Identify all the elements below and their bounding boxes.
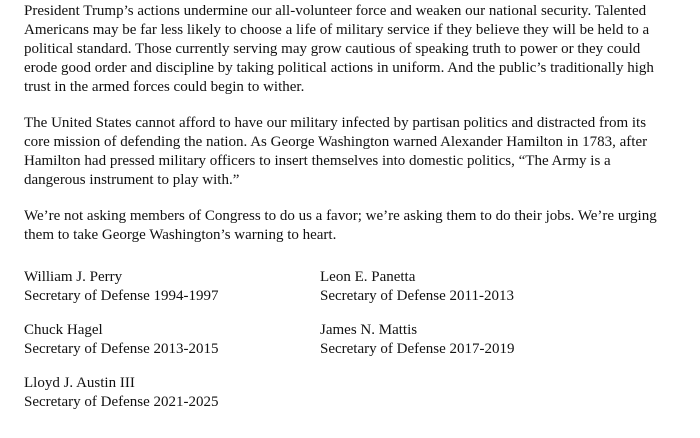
signatory-title: Secretary of Defense 2017-2019: [320, 341, 515, 357]
signatory-name: James N. Mattis: [320, 322, 418, 338]
letter-paragraph-1: President Trump’s actions undermine our all-volunteer force and weaken our national security. Talented Americans may be far less likely to choose a life of military service if they believe they will be held to a political standard. Those currently serving may grow cautious of speaking truth to power or they could erode good order and discipline by taking political actions in uniform. And the public’s traditionally high trust in the armed forces could begin to wither.: [24, 3, 654, 95]
signatory-name: Lloyd J. Austin III: [24, 375, 135, 391]
signatory-perry: [24, 268, 324, 306]
signatory-title: Secretary of Defense 1994-1997: [24, 288, 219, 304]
letter-paragraph-2: The United States cannot afford to have our military infected by partisan politics and distracted from its core mission of defending the nation. As George Washington warned Alexander Hamilton in 1783, after Hamilton had pressed military officers to insert themselves into domestic politics, “The Army is a dangerous instrument to play with.”: [24, 115, 648, 188]
letter-paragraph-3: We’re not asking members of Congress to do us a favor; we’re asking them to do their jobs. We’re urging them to take George Washington’s warning to heart.: [24, 208, 657, 243]
signatory-panetta: [320, 268, 620, 306]
signatory-title: Secretary of Defense 2021-2025: [24, 394, 219, 410]
signatory-name: William J. Perry: [24, 269, 123, 285]
signatory-hagel: [24, 321, 324, 359]
signatory-austin: [24, 374, 324, 412]
signatory-mattis: [320, 321, 620, 359]
signatory-title: Secretary of Defense 2013-2015: [24, 341, 219, 357]
signatory-name: Leon E. Panetta: [320, 269, 416, 285]
signatory-name: Chuck Hagel: [24, 322, 103, 338]
signatory-title: Secretary of Defense 2011-2013: [320, 288, 514, 304]
